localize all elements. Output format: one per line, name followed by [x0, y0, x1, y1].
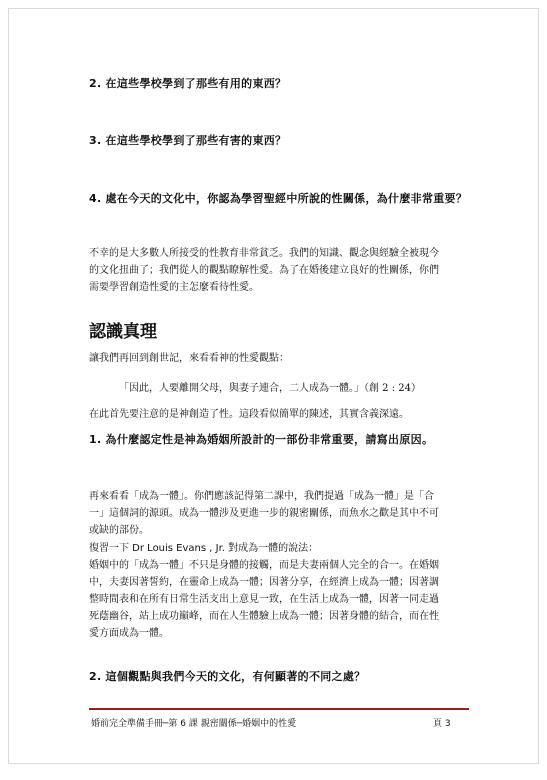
lead-in-text: 讓我們再回到創世記，來看看神的性愛觀點：	[89, 353, 289, 364]
evans-quote-line: 整時間表和在所有日常生活支出上意見一致，在生活上成為一體，因著一同走過	[89, 594, 439, 605]
intro-line: 不幸的是大多數人所接受的性教育非常貧乏。我們的知識、觀念與經驗全被現今	[89, 248, 439, 259]
evans-quote-line: 中，夫妻因著誓約，在靈命上成為一體；因著分享，在經濟上成為一體；因著調	[89, 577, 439, 588]
document-page	[8, 8, 539, 764]
evans-section	[89, 540, 469, 642]
one-flesh-line: 一」這個詞的源頭。成為一體涉及更進一步的親密關係，而魚水之歡是其中不可	[89, 508, 439, 519]
evans-quote-line: 愛方面成為一體。	[89, 628, 169, 639]
one-flesh-line: 或缺的部份。	[89, 525, 149, 536]
question-2-cultural-difference: 2. 這個觀點與我們今天的文化，有何顯著的不同之處？	[89, 670, 366, 683]
footer-title: 婚前完全準備手冊─第 6 課 親密關係─婚姻中的性愛	[91, 719, 297, 729]
section-heading: 認識真理	[89, 322, 157, 342]
intro-line: 需要學習創造性愛的主怎麼看待性愛。	[89, 282, 259, 293]
one-flesh-paragraph	[89, 488, 469, 539]
evans-intro: 復習一下 Dr Louis Evans , Jr. 對成為一體的說法：	[89, 543, 319, 554]
question-3-harmful: 3. 在這些學校學到了那些有害的東西？	[89, 134, 287, 147]
emphasis-line: 在此首先要注意的是神創造了性。這段看似簡單的陳述，其實含義深遠。	[89, 409, 409, 420]
intro-line: 的文化扭曲了；我們從人的觀點瞭解性愛。為了在婚後建立良好的性關係，你們	[89, 265, 439, 276]
evans-quote-line: 婚姻中的「成為一體」不只是身體的接觸，而是夫妻兩個人完全的合一。在婚姻	[89, 560, 439, 571]
question-4-importance: 4. 處在今天的文化中，你認為學習聖經中所說的性關係，為什麼非常重要？	[89, 192, 468, 205]
page-number: 頁 3	[433, 719, 451, 729]
question-2-useful: 2. 在這些學校學到了那些有用的東西？	[89, 77, 287, 90]
intro-paragraph	[89, 245, 469, 296]
scripture-quote: 「因此，人要離開父母，與妻子連合，二人成為一體。」（創 2 : 24）	[119, 383, 421, 394]
one-flesh-line: 再來看看「成為一體」。你們應該記得第二課中，我們提過「成為一體」是「合	[89, 491, 434, 502]
question-1-why-sex-design: 1. 為什麼認定性是神為婚姻所設計的一部份非常重要，請寫出原因。	[89, 433, 434, 446]
footer-rule	[89, 708, 469, 710]
evans-quote-line: 死蔭幽谷，站上成功巔峰，而在人生體驗上成為一體；因著身體的結合，而在性	[89, 611, 439, 622]
